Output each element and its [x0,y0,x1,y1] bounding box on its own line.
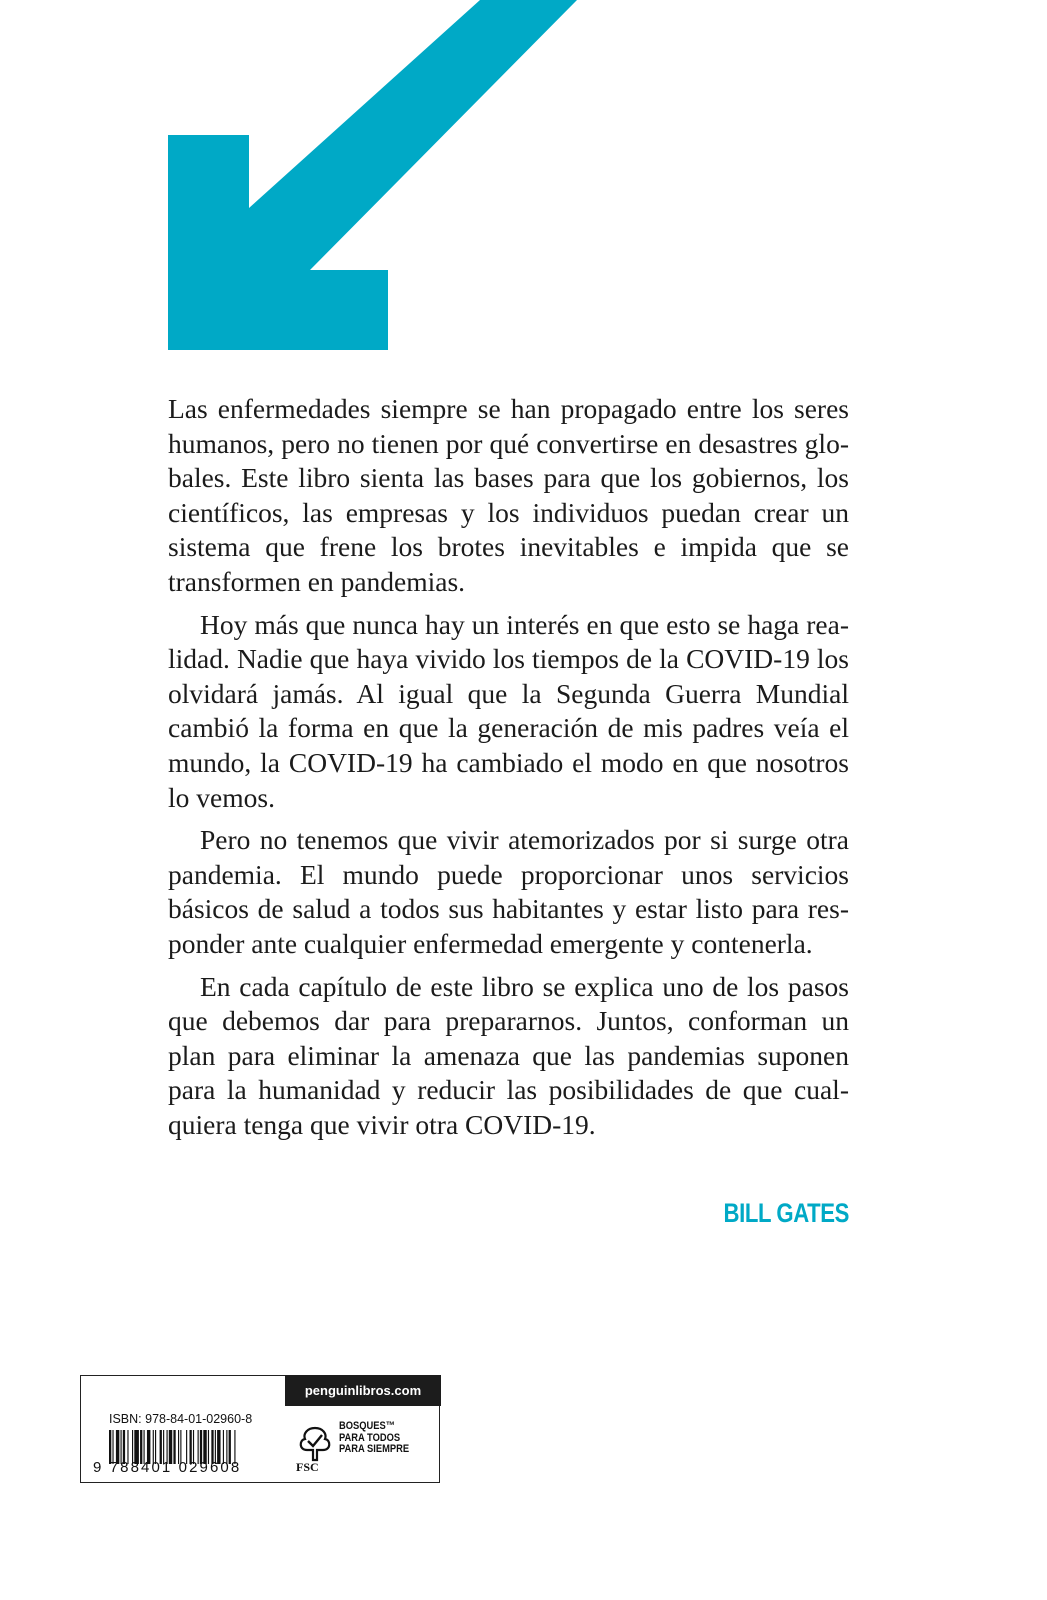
blurb-paragraph-3: Pero no tenemos que vivir atemorizados por si surge otra pandemia. El mundo puede proporcionar unos servicios básicos de salud a todos sus habitantes y estar listo para responder ante cualquier enfermedad emergente y contenerla. [168,824,849,959]
fsc-slogan-line-1: BOSQUES™ [339,1420,396,1432]
blurb-paragraph-2: Hoy más que nunca hay un interés en que esto se haga realidad. Nadie que haya vivido los tiempos de la COVID-19 los olvidará jamás. Al igual que la Segunda Guerra Mundial cambió la forma en que la generación de mis padres veía el mundo, la COVID-19 ha cambiado el modo en que nosotros lo vemos. [168,608,849,813]
blurb-paragraph-4: En cada capítulo de este libro se explica uno de los pasos que debemos dar para prepararnos. Juntos, conforman un plan para eliminar la amenaza que las pandemias suponen para la humanidad y reducir las posibilidades de que cualquiera tenga que vivir otra COVID-19. [168,970,849,1140]
arrow-shape [168,0,577,350]
arrow-down-left-icon [0,0,600,360]
isbn-label: ISBN: 978-84-01-02960-8 [109,1412,253,1426]
barcode-digits: 9 788401 029608 [93,1459,242,1476]
fsc-slogan [339,1421,424,1456]
back-cover-blurb [168,392,849,1142]
fsc-slogan-line-2: PARA TODOS [339,1431,401,1444]
barcode-box [80,1375,440,1483]
author-name: BILL GATES [723,1198,849,1228]
fsc-slogan-line-3: PARA SIEMPRE [339,1443,410,1455]
blurb-paragraph-1: Las enfermedades siempre se han propagado entre los seres humanos, pero no tienen por qué convertirse en desastres globales. Este libro sienta las bases para que los gobiernos, los científicos, las empresas y los individuos puedan crear un sistema que frene los brotes inevitables e impida que se transformen en pandemias. [168,393,849,597]
fsc-label: FSC [296,1460,319,1474]
website-label: penguinlibros.com [285,1375,441,1406]
barcode-area [81,1376,281,1484]
